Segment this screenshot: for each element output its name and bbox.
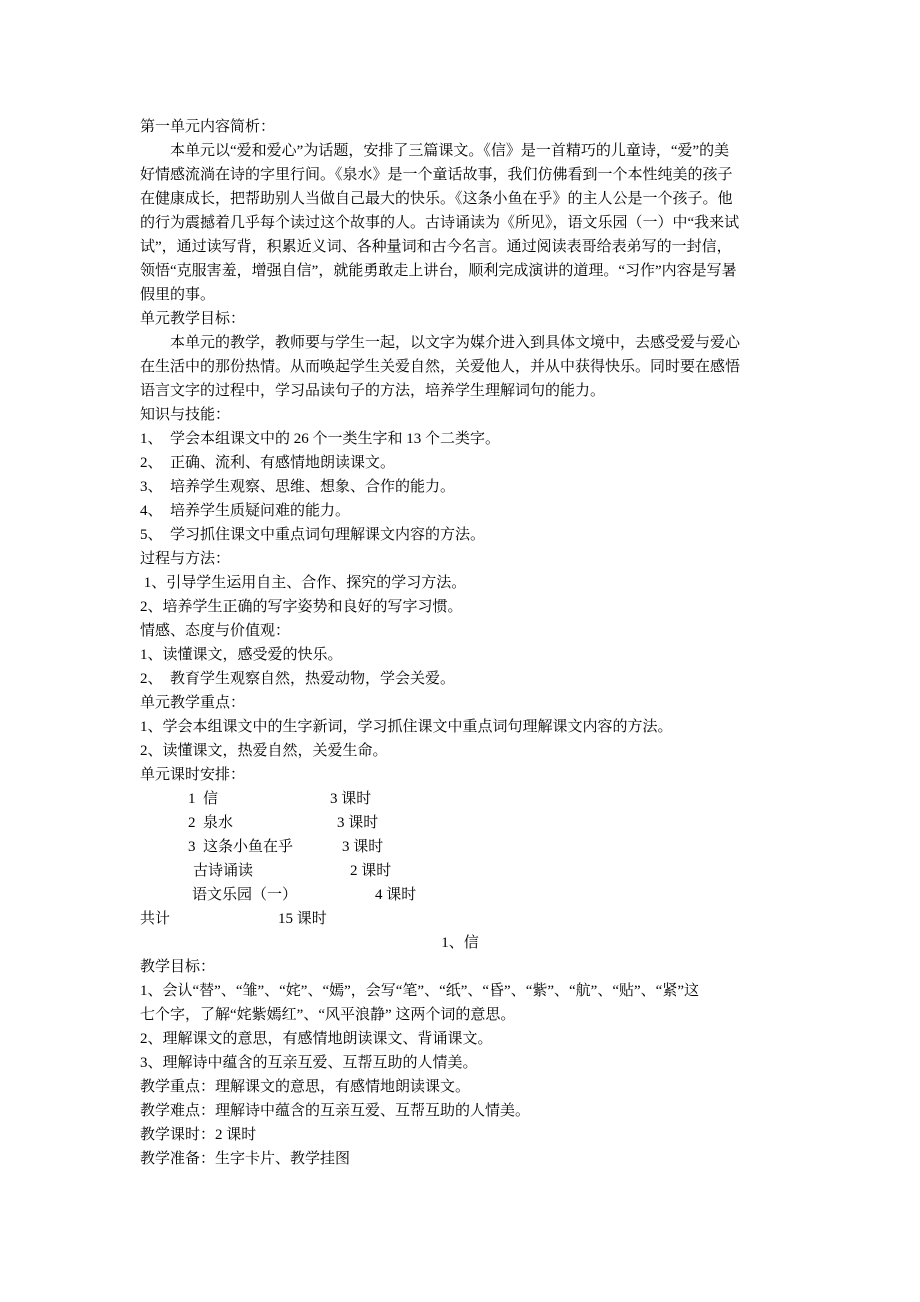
lesson-difficulty: 教学难点：理解诗中蕴含的互亲互爱、互帮互助的人情美。 — [140, 1103, 531, 1119]
text-line: 好情感流淌在诗的字里行间。《泉水》是一个童话故事，我们仿佛看到一个本性纯美的孩子 — [140, 167, 733, 183]
lesson-title: 1、信 — [441, 935, 479, 951]
schedule-heading: 单元课时安排： — [140, 767, 246, 783]
knowledge-heading: 知识与技能： — [140, 407, 231, 423]
list-item: 2、培养学生正确的写字姿势和良好的写字习惯。 — [140, 599, 463, 615]
goal-paragraph — [140, 331, 790, 403]
intro-heading: 第一单元内容简析： — [140, 119, 276, 135]
list-item: 2、 正确、流利、有感情地朗读课文。 — [140, 455, 396, 471]
text-line: 3、理解诗中蕴含的互亲互爱、互帮互助的人情美。 — [140, 1055, 478, 1071]
lesson-name: 语文乐园（一） — [192, 887, 298, 903]
lesson-name: 1 信 — [188, 791, 219, 807]
lesson-name: 3 这条小鱼在乎 — [188, 839, 294, 855]
list-item: 1、 学会本组课文中的 26 个一类生字和 13 个二类字。 — [140, 431, 501, 447]
schedule-row — [140, 811, 790, 835]
lesson-name: 2 泉水 — [188, 815, 234, 831]
list-item: 2、读懂课文，热爱自然，关爱生命。 — [140, 743, 388, 759]
schedule-total — [140, 907, 790, 931]
intro-paragraph — [140, 139, 790, 307]
lesson-key: 教学重点：理解课文的意思，有感情地朗读课文。 — [140, 1079, 471, 1095]
schedule-row — [140, 859, 790, 883]
lesson-hours: 3 课时 — [330, 791, 372, 807]
total-label: 共计 — [140, 911, 171, 927]
total-hours: 15 课时 — [278, 911, 327, 927]
text-line: 1、会认“替”、“雏”、“姹”、“嫣”，会写“笔”、“纸”、“昏”、“紫”、“航”、“贴”、“紧”这 — [140, 983, 699, 999]
list-item: 4、 培养学生质疑问难的能力。 — [140, 503, 351, 519]
lesson-prep: 教学准备：生字卡片、教学挂图 — [140, 1151, 351, 1167]
lesson-hours: 教学课时：2 课时 — [140, 1127, 257, 1143]
list-item: 2、 教育学生观察自然，热爱动物，学会关爱。 — [140, 671, 456, 687]
text-line: 七个字，了解“姹紫嫣红”、“风平浪静” 这两个词的意思。 — [140, 1007, 516, 1023]
text-line: 在健康成长，把帮助别人当做自己最大的快乐。《这条小鱼在乎》的主人公是一个孩子。他 — [140, 191, 733, 207]
text-line: 领悟“克服害羞，增强自信”，就能勇敢走上讲台，顺利完成演讲的道理。“习作”内容是写暑 — [140, 263, 737, 279]
text-line: 本单元以“爱和爱心”为话题，安排了三篇课文。《信》是一首精巧的儿童诗，“爱”的美 — [170, 143, 730, 159]
text-line: 假里的事。 — [140, 287, 216, 303]
text-line: 语言文字的过程中，学习品读句子的方法，培养学生理解词句的能力。 — [140, 383, 606, 399]
lesson-goal-heading: 教学目标： — [140, 959, 216, 975]
text-line: 的行为震撼着几乎每个读过这个故事的人。古诗诵读为《所见》，语文乐园（一）中“我来试 — [140, 215, 740, 231]
list-item: 5、 学习抓住课文中重点词句理解课文内容的方法。 — [140, 527, 486, 543]
list-item: 3、 培养学生观察、思维、想象、合作的能力。 — [140, 479, 456, 495]
goal-heading: 单元教学目标： — [140, 311, 246, 327]
lesson-hours: 2 课时 — [350, 863, 392, 879]
list-item: 1、学会本组课文中的生字新词，学习抓住课文中重点词句理解课文内容的方法。 — [140, 719, 673, 735]
lesson-name: 古诗诵读 — [193, 863, 254, 879]
list-item: 1、读懂课文，感受爱的快乐。 — [140, 647, 343, 663]
lesson-hours: 3 课时 — [337, 815, 379, 831]
schedule-row — [140, 787, 790, 811]
text-line: 在生活中的那份热情。从而唤起学生关爱自然，关爱他人，并从中获得快乐。同时要在感悟 — [140, 359, 741, 375]
schedule-row — [140, 883, 790, 907]
process-heading: 过程与方法： — [140, 551, 231, 567]
lesson-hours: 4 课时 — [375, 887, 417, 903]
key-heading: 单元教学重点： — [140, 695, 246, 711]
text-line: 本单元的教学，教师要与学生一起，以文字为媒介进入到具体文境中，去感受爱与爱心 — [170, 335, 741, 351]
document-page — [140, 115, 790, 1171]
schedule-row — [140, 835, 790, 859]
lesson-hours: 3 课时 — [342, 839, 384, 855]
list-item: 1、引导学生运用自主、合作、探究的学习方法。 — [140, 575, 467, 591]
text-line: 试”，通过读写背，积累近义词、各种量词和古今名言。通过阅读表哥给表弟写的一封信， — [140, 239, 732, 255]
text-line: 2、理解课文的意思，有感情地朗读课文、背诵课文。 — [140, 1031, 493, 1047]
emotion-heading: 情感、态度与价值观： — [140, 623, 291, 639]
